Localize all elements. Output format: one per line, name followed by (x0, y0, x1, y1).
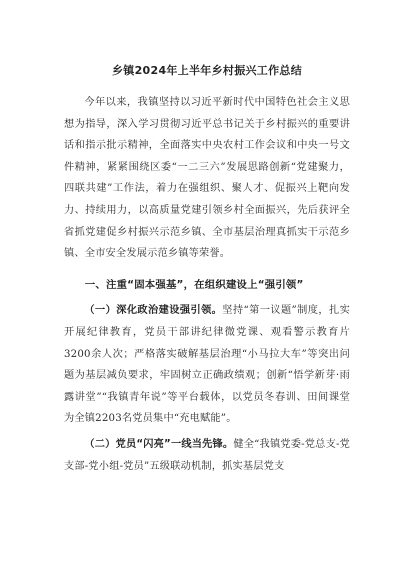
document-title: 乡镇2024年上半年乡村振兴工作总结 (111, 64, 302, 77)
subsection-paragraph-1 (64, 300, 350, 430)
subsection-lead-2: （二）党员“闪亮”一线当先锋。 (84, 438, 234, 450)
section-heading: 一、注重“固本强基”，在组织建设上“强引领” (84, 278, 304, 291)
subsection-text-1: 坚持“第一议题”制度，扎实开展纪律教育，党员干部讲纪律微党课、观看警示教育片3200余人次；严格落实破解基层治理“小马拉大车”等突出问题为基层减负要求，牢固树立正确政绩观；创新“悟学新芽·雨露讲堂”“我镇青年说”等平台载体，以党员冬春训、田间课堂为全镇2203名党员集中“充电赋能”。 (64, 305, 350, 425)
subsection-text-2: 健全“我镇党委-党总支-党支部-党小组-党员”五级联动机制，抓实基层党支 (64, 438, 351, 472)
subsection-paragraph-2 (64, 434, 350, 477)
subsection-lead-1: （一）深化政治建设强引领。 (84, 305, 223, 317)
intro-paragraph: 今年以来，我镇坚持以习近平新时代中国特色社会主义思想为指导，深入学习贯彻习近平总书记关于乡村振兴的重要讲话和指示批示精神，全面落实中央农村工作会议和中央一号文件精神，紧紧围绕区委“一二三六”发展思路创新“党建聚力，四联共建”工作法，着力在强组织、聚人才、促振兴上靶向发力、持续用力，以高质量党建引领乡村全面振兴，先后获评全省抓党建促乡村振兴示范乡镇、全市基层治理真抓实干示范乡镇、全市安全发展示范乡镇等荣誉。 (64, 97, 350, 260)
